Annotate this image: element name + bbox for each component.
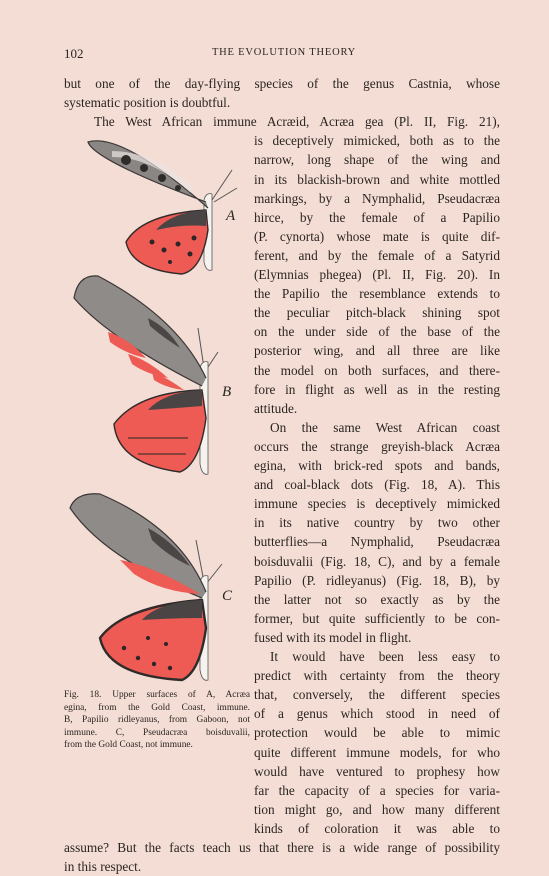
text-line: fused with its model in flight. <box>254 629 412 645</box>
text-line: fore in flight as well as in the resting <box>254 381 500 397</box>
text-line: hirce, by the female of a Papilio <box>254 209 500 225</box>
text-line: (P. cynorta) whose mate is quite dif- <box>254 228 500 244</box>
caption-line: B, Papilio ridleyanus, from Gaboon, not <box>64 715 250 726</box>
text-line: ferent, and by the female of a Satyrid <box>254 247 500 263</box>
text-line: the peculiar pitch-black shining spot <box>254 305 500 321</box>
text-line: in its blackish-brown and white mottled <box>254 171 500 187</box>
text-line: narrow, long shape of the wing and <box>254 152 500 168</box>
text-line: the Papilio the resemblance extends to <box>254 286 500 302</box>
text-line: would have ventured to prophesy how <box>254 763 500 779</box>
page-number: 102 <box>64 46 84 61</box>
text-line: occurs the strange greyish-black Acræa <box>254 438 500 454</box>
figure-label-a: A <box>226 208 236 224</box>
caption-line: immune. C, Pseudacræa boisduvalii, <box>64 727 250 738</box>
text-line: kinds of coloration it was able to <box>254 820 500 836</box>
text-line: attitude. <box>254 400 298 416</box>
caption-line: Fig. 18. Upper surfaces of A, Acræa <box>64 690 250 700</box>
text-line: on the under side of the base of the <box>254 324 500 340</box>
text-line: but one of the day-flying species of the genus Castnia, whose <box>64 76 500 91</box>
text-line: quite different immune models, for who <box>254 744 500 760</box>
text-line: posterior wing, and all three are like <box>254 343 500 359</box>
text-line: The West African immune Acræid, Acræa gea (Pl. II, Fig. 21), <box>94 114 500 130</box>
text-line: that, conversely, the different species <box>254 687 500 703</box>
text-line: It would have been less easy to <box>270 649 500 664</box>
text-line: protection would be able to mimic <box>254 725 500 741</box>
text-line: of a genus which stood in need of <box>254 706 500 722</box>
text-line: and coal-black dots (Fig. 18, A). This <box>254 477 500 493</box>
text-line: Papilio (P. ridleyanus) (Fig. 18, B), by <box>254 572 500 588</box>
text-line: (Elymnias phegea) (Pl. II, Fig. 20). In <box>254 267 500 282</box>
butterfly-figure-a <box>82 130 252 282</box>
text-line: in this respect. <box>64 859 142 875</box>
text-line: is deceptively mimicked, both as to the <box>254 133 500 149</box>
butterfly-figure-b <box>68 268 248 484</box>
text-line: immune species is deceptively mimicked <box>254 496 500 512</box>
text-line: predict with certainty from the theory <box>254 668 500 684</box>
text-line: butterflies—a Nymphalid, Pseudacræa <box>254 534 500 550</box>
figure-label-b: B <box>222 384 232 400</box>
caption-line: egina, from the Gold Coast, immune. <box>64 702 250 713</box>
butterfly-figure-c <box>64 488 244 688</box>
text-line: tion might go, and how many different <box>254 801 500 817</box>
caption-line: from the Gold Coast, not immune. <box>64 740 193 751</box>
text-line: boisduvalii (Fig. 18, C), and by a female <box>254 553 500 569</box>
running-head: THE EVOLUTION THEORY <box>211 47 357 58</box>
figure-label-c: C <box>222 588 233 604</box>
text-line: in its native country by two other <box>254 515 500 531</box>
text-line: egina, with brick-red spots and bands, <box>254 458 500 473</box>
text-line: markings, by a Nymphalid, Pseudacræa <box>254 190 500 206</box>
text-line: assume? But the facts teach us that there is a wide range of possibility <box>64 840 500 855</box>
text-line: On the same West African coast <box>270 419 500 435</box>
text-line: systematic position is doubtful. <box>64 95 231 111</box>
text-line: the latter not so exactly as by the <box>254 591 500 607</box>
text-line: the model on both surfaces, and there- <box>254 362 500 378</box>
page-header <box>64 46 504 64</box>
text-line: former, but quite sufficiently to be con- <box>254 610 500 626</box>
text-line: far the capacity of a species for varia- <box>254 782 500 798</box>
